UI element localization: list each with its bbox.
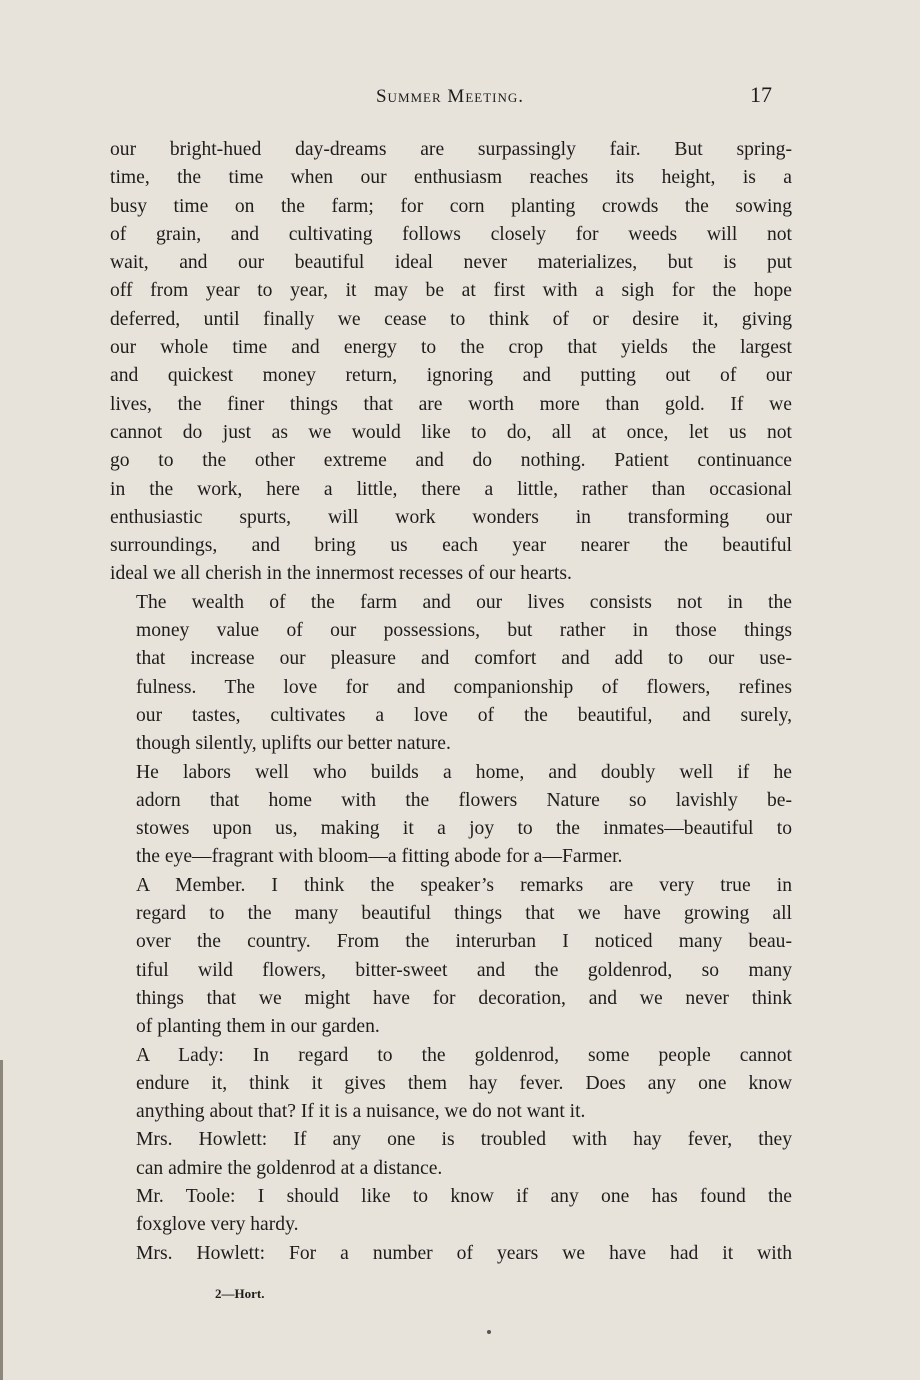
text-line: He labors well who builds a home, and doubly well if he xyxy=(136,761,792,783)
text-line: off from year to year, it may be at first with a sigh for the hope xyxy=(110,280,792,302)
text-line: adorn that home with the flowers Nature so lavishly be- xyxy=(136,789,792,811)
text-line: The wealth of the farm and our lives consists not in the xyxy=(136,591,792,613)
running-head-title: Summer Meeting. xyxy=(375,86,524,107)
text-line: fulness. The love for and companionship of flowers, refines xyxy=(136,676,792,698)
text-line: our bright-hued day-dreams are surpassingly fair. But spring- xyxy=(110,139,792,160)
paragraph xyxy=(110,136,792,589)
text-line: enthusiastic spurts, will work wonders in transforming our xyxy=(110,506,792,528)
text-line: though silently, uplifts our better nature. xyxy=(136,733,451,755)
paragraph xyxy=(110,1126,792,1183)
text-line: A Member. I think the speaker’s remarks are very true in xyxy=(136,874,792,896)
page-edge-shadow xyxy=(0,1060,3,1380)
text-line: can admire the goldenrod at a distance. xyxy=(136,1157,443,1179)
text-line: Mrs. Howlett: If any one is troubled with hay fever, they xyxy=(136,1129,792,1151)
text-line: in the work, here a little, there a little, rather than occasional xyxy=(110,478,792,500)
text-line: busy time on the farm; for corn planting crowds the sowing xyxy=(110,195,792,217)
text-line: go to the other extreme and do nothing. Patient continuance xyxy=(110,450,792,472)
text-line: over the country. From the interurban I noticed many beau- xyxy=(136,931,792,953)
paragraph xyxy=(110,1183,792,1240)
text-line: foxglove very hardy. xyxy=(136,1214,299,1236)
text-line: surroundings, and bring us each year nearer the beautiful xyxy=(110,535,792,557)
text-line: money value of our possessions, but rather in those things xyxy=(136,620,792,642)
text-line: the eye—fragrant with bloom—a fitting abode for a—Farmer. xyxy=(136,846,623,868)
text-line: stowes upon us, making it a joy to the inmates—beautiful to xyxy=(136,818,792,840)
text-line: of grain, and cultivating follows closely for weeds will not xyxy=(110,223,792,245)
text-line: endure it, think it gives them hay fever. Does any one know xyxy=(136,1072,792,1094)
text-line: anything about that? If it is a nuisance, we do not want it. xyxy=(136,1101,586,1123)
text-line: Mrs. Howlett: For a number of years we have had it with xyxy=(136,1242,792,1264)
text-line: Mr. Toole: I should like to know if any one has found the xyxy=(136,1185,792,1207)
text-line: deferred, until finally we cease to think of or desire it, giving xyxy=(110,308,792,330)
text-line: regard to the many beautiful things that we have growing all xyxy=(136,903,792,925)
text-line: A Lady: In regard to the goldenrod, some people cannot xyxy=(136,1044,792,1066)
text-line: cannot do just as we would like to do, all at once, let us not xyxy=(110,421,792,443)
body-text xyxy=(110,136,792,1268)
text-line: our tastes, cultivates a love of the beautiful, and surely, xyxy=(136,704,792,726)
signature-mark: 2—Hort. xyxy=(215,1286,265,1301)
paragraph xyxy=(110,872,792,1042)
text-line: ideal we all cherish in the innermost recesses of our hearts. xyxy=(110,563,572,585)
paragraph xyxy=(110,1042,792,1127)
page-number: 17 xyxy=(750,82,772,107)
paragraph xyxy=(110,589,792,759)
print-speck xyxy=(487,1330,491,1334)
text-line: that increase our pleasure and comfort and add to our use- xyxy=(136,648,792,670)
running-head xyxy=(108,82,792,112)
text-line: lives, the finer things that are worth more than gold. If we xyxy=(110,393,792,415)
text-line: of planting them in our garden. xyxy=(136,1016,380,1038)
text-line: tiful wild flowers, bitter-sweet and the goldenrod, so many xyxy=(136,959,792,981)
text-line: wait, and our beautiful ideal never materializes, but is put xyxy=(110,252,792,274)
paragraph xyxy=(110,1240,792,1268)
text-line: things that we might have for decoration, and we never think xyxy=(136,987,792,1009)
text-line: our whole time and energy to the crop that yields the largest xyxy=(110,337,792,359)
paragraph xyxy=(110,759,792,872)
text-line: time, the time when our enthusiasm reaches its height, is a xyxy=(110,167,792,189)
text-line: and quickest money return, ignoring and putting out of our xyxy=(110,365,792,387)
